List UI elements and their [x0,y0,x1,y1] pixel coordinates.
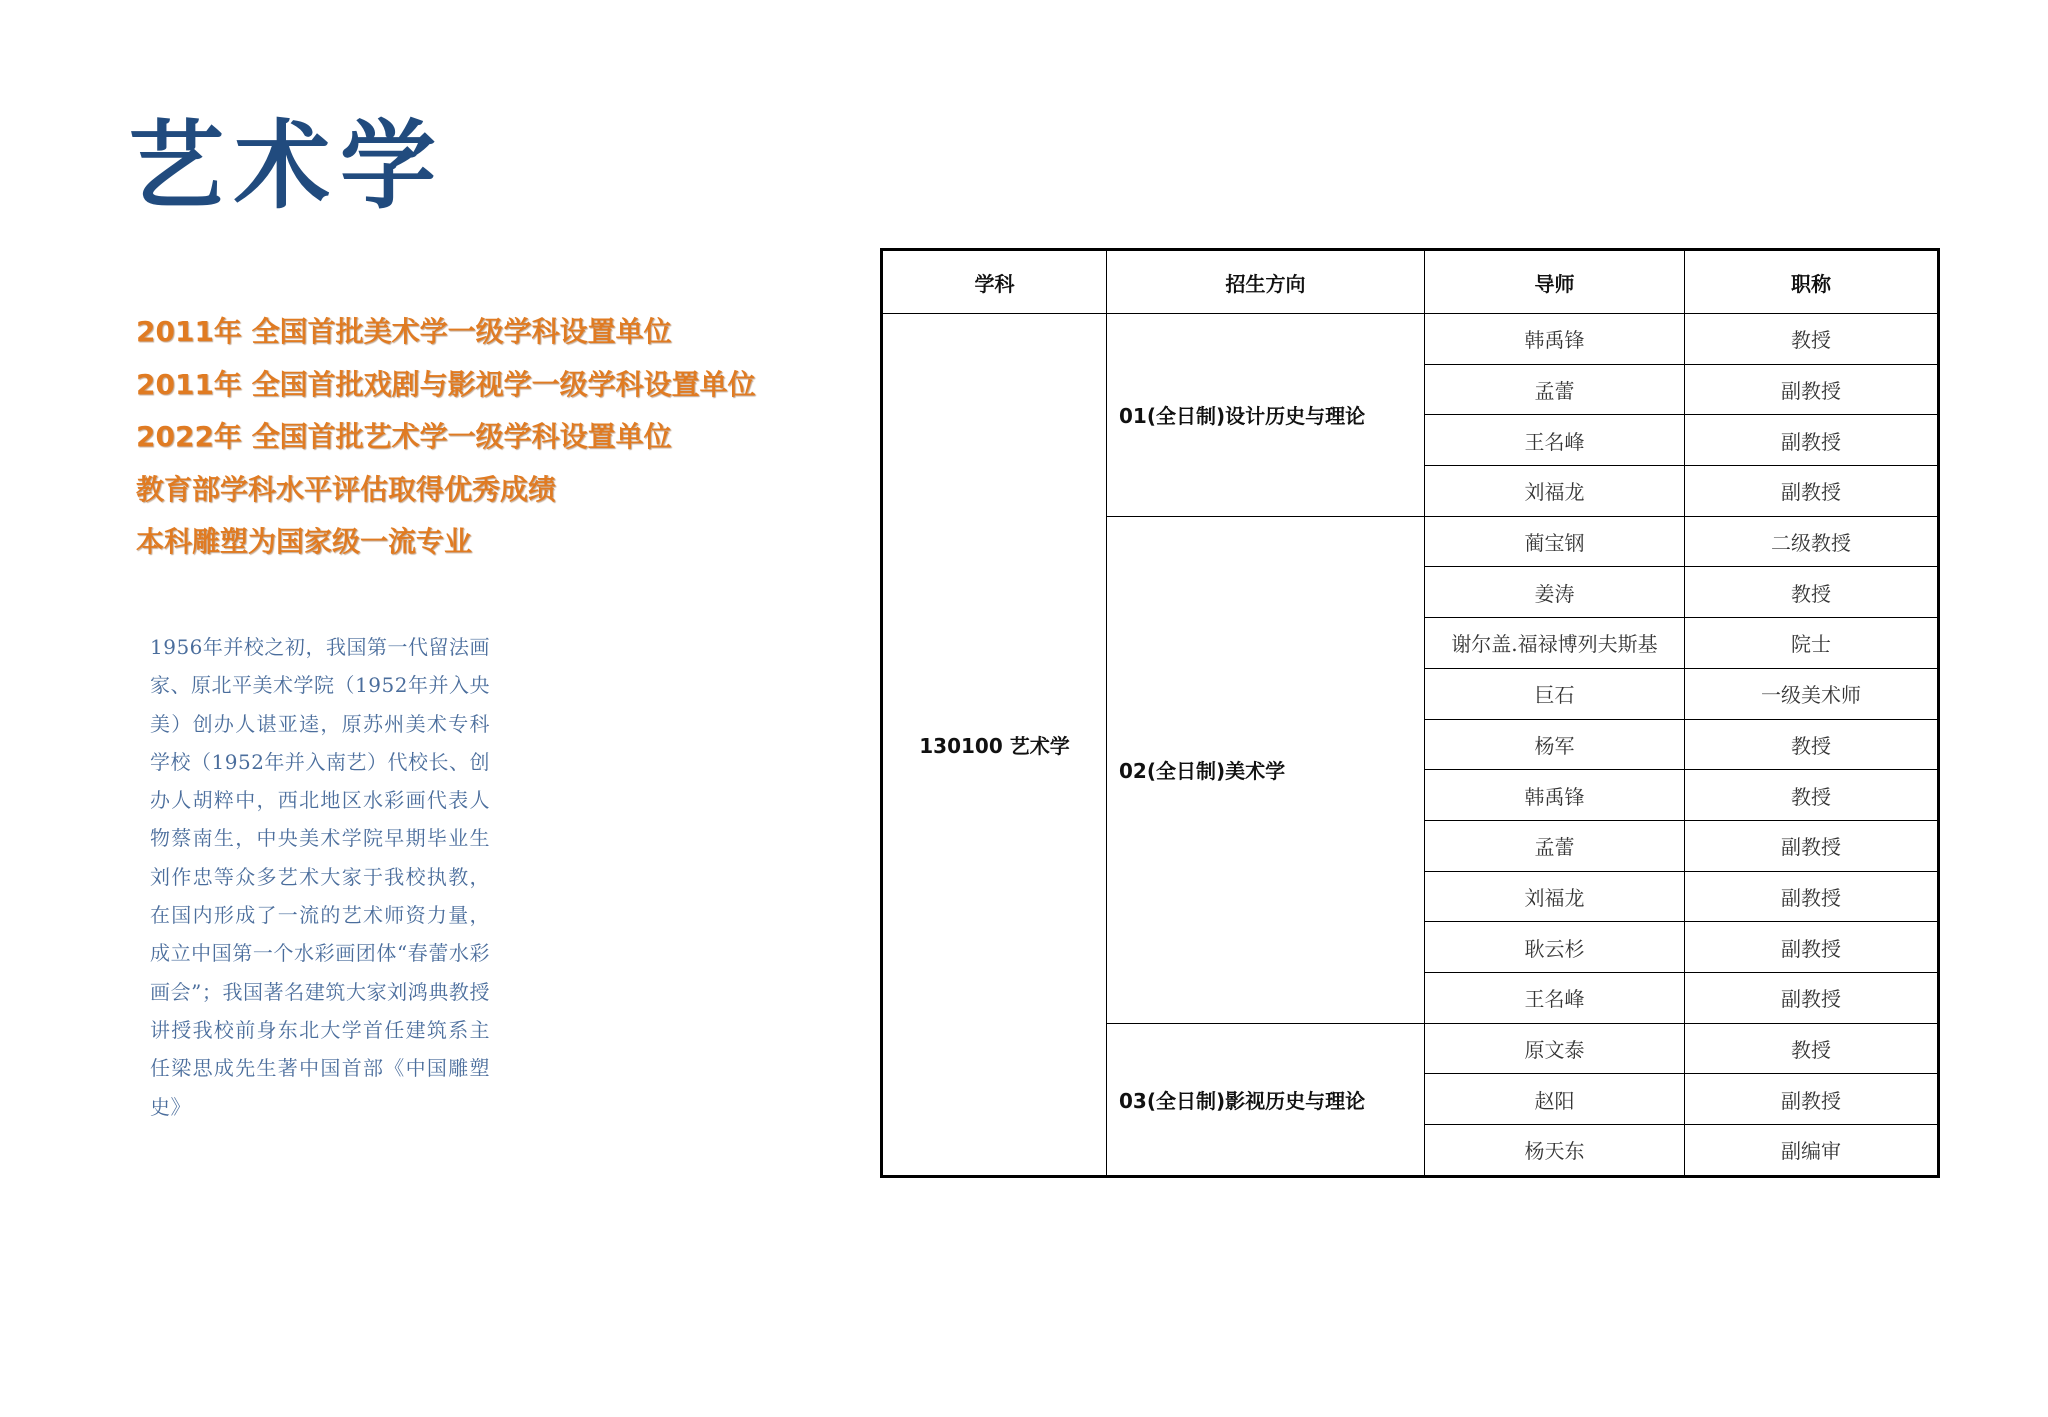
rank-cell: 教授 [1685,314,1939,365]
highlight-item: 2011年 全国首批戏剧与影视学一级学科设置单位 [136,367,756,401]
mentor-cell: 刘福龙 [1425,871,1685,922]
mentor-cell: 耿云杉 [1425,922,1685,973]
rank-cell: 副教授 [1685,415,1939,466]
mentor-cell: 孟蕾 [1425,820,1685,871]
mentor-cell: 韩禹锋 [1425,314,1685,365]
rank-cell: 副教授 [1685,364,1939,415]
header-mentor: 导师 [1425,250,1685,314]
page-title: 艺术学 [128,109,446,222]
direction-cell: 03(全日制)影视历史与理论 [1107,1023,1425,1176]
rank-cell: 教授 [1685,719,1939,770]
table-header-row [882,250,1939,314]
rank-cell: 副编审 [1685,1125,1939,1177]
rank-cell: 副教授 [1685,972,1939,1023]
rank-cell: 副教授 [1685,1074,1939,1125]
direction-cell: 01(全日制)设计历史与理论 [1107,314,1425,517]
header-title: 职称 [1685,250,1939,314]
rank-cell: 教授 [1685,567,1939,618]
mentor-cell: 刘福龙 [1425,466,1685,517]
table-row [882,314,1939,365]
subject-cell: 130100 艺术学 [882,314,1107,1177]
rank-cell: 副教授 [1685,820,1939,871]
mentor-cell: 巨石 [1425,668,1685,719]
mentor-cell: 王名峰 [1425,415,1685,466]
rank-cell: 院士 [1685,618,1939,669]
rank-cell: 副教授 [1685,922,1939,973]
mentor-cell: 原文泰 [1425,1023,1685,1074]
mentor-cell: 谢尔盖.福禄博列夫斯基 [1425,618,1685,669]
rank-cell: 副教授 [1685,871,1939,922]
header-direction: 招生方向 [1107,250,1425,314]
mentor-cell: 姜涛 [1425,567,1685,618]
intro-paragraph: 1956年并校之初，我国第一代留法画家、原北平美术学院（1952年并入央美）创办人谌亚逵，原苏州美术专科学校（1952年并入南艺）代校长、创办人胡粹中，西北地区水彩画代表人物蔡南生，中央美术学院早期毕业生刘作忠等众多艺术大家于我校执教，在国内形成了一流的艺术师资力量，成立中国第一个水彩画团体“春蕾水彩画会”；我国著名建筑大家刘鸿典教授讲授我校前身东北大学首任建筑系主任梁思成先生著中国首部《中国雕塑史》 [150,635,490,1119]
rank-cell: 二级教授 [1685,516,1939,567]
mentor-cell: 王名峰 [1425,972,1685,1023]
mentor-cell: 杨军 [1425,719,1685,770]
highlight-item: 2011年 全国首批美术学一级学科设置单位 [136,315,672,348]
highlight-item: 教育部学科水平评估取得优秀成绩 [136,472,557,506]
highlight-item: 本科雕塑为国家级一流专业 [136,525,473,558]
rank-cell: 教授 [1685,770,1939,821]
mentor-cell: 孟蕾 [1425,364,1685,415]
highlights-list [136,306,756,569]
rank-cell: 教授 [1685,1023,1939,1074]
faculty-table [880,248,1940,1178]
mentor-cell: 韩禹锋 [1425,770,1685,821]
rank-cell: 副教授 [1685,466,1939,517]
mentor-cell: 蔺宝钢 [1425,516,1685,567]
header-subject: 学科 [882,250,1107,314]
mentor-cell: 杨天东 [1425,1125,1685,1177]
mentor-cell: 赵阳 [1425,1074,1685,1125]
direction-cell: 02(全日制)美术学 [1107,516,1425,1023]
rank-cell: 一级美术师 [1685,668,1939,719]
highlight-item: 2022年 全国首批艺术学一级学科设置单位 [136,420,672,453]
